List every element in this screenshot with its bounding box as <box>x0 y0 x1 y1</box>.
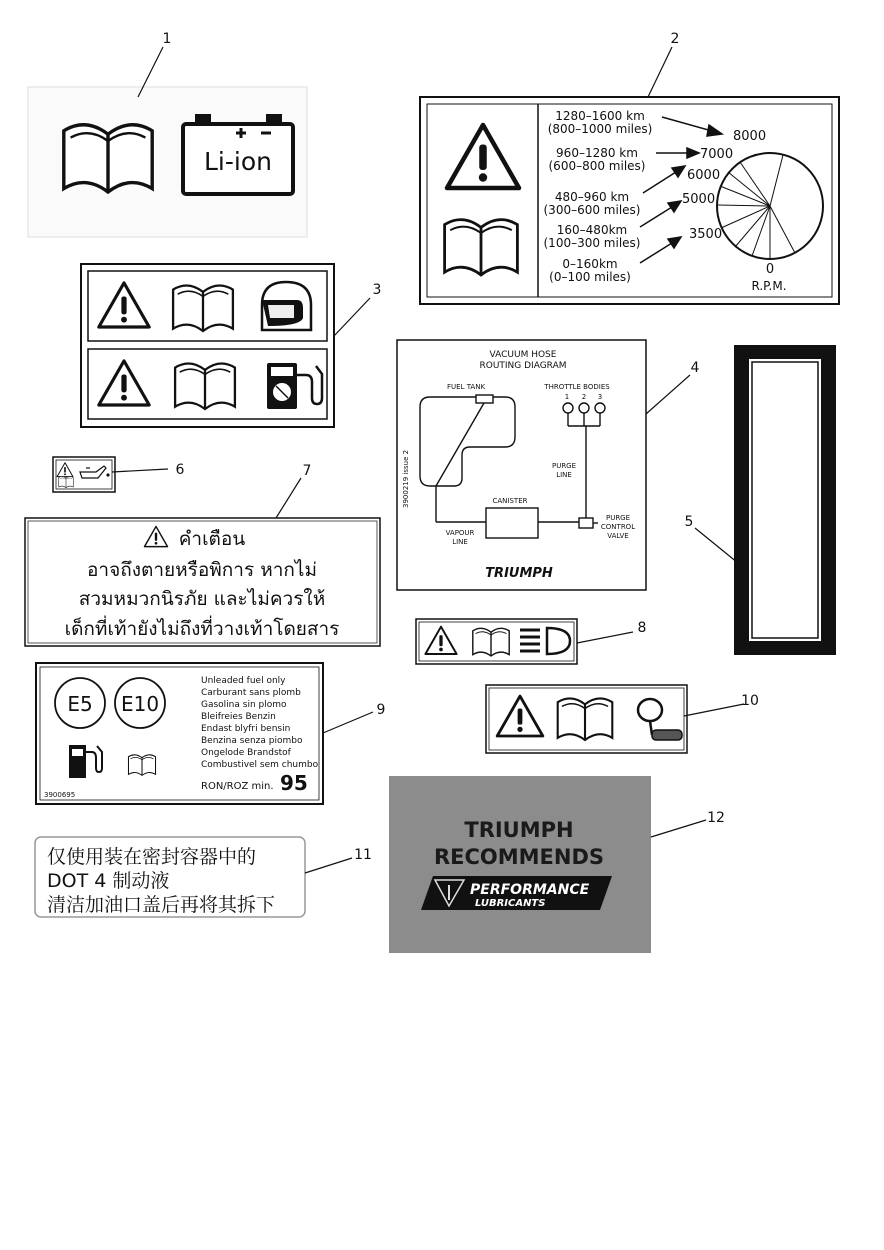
callout-number: 9 <box>376 702 386 718</box>
label-4-vacuum-hose-diagram <box>397 340 646 590</box>
battery-text: Li-ion <box>204 147 272 176</box>
purge-valve-label: VALVE <box>607 532 629 540</box>
callout-number: 7 <box>302 463 312 479</box>
e5-badge: E5 <box>67 692 93 716</box>
rpm-value: 8000 <box>733 129 767 144</box>
canister-label: CANISTER <box>492 497 528 505</box>
range-miles: (600–800 miles) <box>548 159 646 173</box>
fuel-line: Gasolina sin plomo <box>201 700 287 710</box>
ron-label: RON/ROZ min. <box>201 781 274 792</box>
fuel-tank-label: FUEL TANK <box>447 383 486 391</box>
label-2-running-in <box>420 97 839 304</box>
callout-number: 2 <box>670 31 680 47</box>
label-8-headlight <box>416 619 577 664</box>
diagram-title: VACUUM HOSE <box>489 350 557 360</box>
label-11-brake-fluid-cn <box>35 837 305 917</box>
diagram-title: ROUTING DIAGRAM <box>479 361 567 371</box>
callout-number: 8 <box>637 620 647 636</box>
range-miles: (800–1000 miles) <box>547 122 653 136</box>
label-5-frame <box>734 345 836 655</box>
e10-badge: E10 <box>120 692 160 716</box>
fuel-line: Carburant sans plomb <box>201 688 301 698</box>
manual-book-icon <box>445 220 518 275</box>
manual-book-icon <box>473 628 509 656</box>
label-12-triumph-recommends <box>389 776 651 953</box>
helmet-icon <box>262 282 311 330</box>
manual-book-icon <box>173 286 233 331</box>
range-km: 960–1280 km <box>556 146 638 160</box>
fuel-line: Ongelode Brandstof <box>201 748 291 758</box>
range-miles: (300–600 miles) <box>543 203 641 217</box>
purge-valve-label: CONTROL <box>600 523 636 531</box>
range-km: 160–480km <box>556 223 628 237</box>
label-3-helmet-fuel <box>81 264 334 427</box>
battery-icon <box>183 114 293 194</box>
range-miles: (0–100 miles) <box>549 270 631 284</box>
callout-number: 12 <box>707 810 725 826</box>
rpm-value: 6000 <box>687 168 721 183</box>
manual-book-icon <box>59 477 74 488</box>
callout-number: 1 <box>162 31 172 47</box>
label-10-grip-warning <box>486 685 687 753</box>
label-6-small-oil <box>53 457 115 492</box>
label-7-thai-warning <box>25 518 380 646</box>
callout-number: 5 <box>684 514 694 530</box>
octane-value: 95 <box>280 771 308 795</box>
range-miles: (100–300 miles) <box>543 236 641 250</box>
fuel-line: Endast blyfri bensin <box>201 724 291 734</box>
lubricants-text: LUBRICANTS <box>475 898 546 909</box>
rpm-value: 3500 <box>689 227 723 242</box>
purge-valve-label: PURGE <box>605 514 631 522</box>
recommends-brand: TRIUMPH <box>464 818 574 842</box>
purge-line-label: PURGE <box>551 462 577 470</box>
fuel-line: Unleaded fuel only <box>201 676 286 686</box>
part-number: 3900219 issue 2 <box>402 449 410 508</box>
callout-number: 11 <box>354 847 372 863</box>
range-km: 480–960 km <box>554 190 630 204</box>
label-1-battery-manual <box>28 87 307 237</box>
tb-number: 3 <box>597 393 603 401</box>
label-9-fuel-type <box>36 663 323 804</box>
performance-text: PERFORMANCE <box>470 882 590 898</box>
manual-book-icon <box>64 125 152 192</box>
fuel-line: Combustivel sem chumbo <box>201 760 319 770</box>
vapour-line-label: VAPOUR <box>445 529 475 537</box>
thai-warning-title: คำเตือน <box>178 528 246 550</box>
rpm-value: 5000 <box>682 192 716 207</box>
rpm-zero: 0 <box>765 262 775 277</box>
callout-number: 4 <box>690 360 700 376</box>
callout-number: 6 <box>175 462 185 478</box>
chinese-text: 仅使用装在密封容器中的 <box>47 846 257 868</box>
rpm-value: 7000 <box>700 147 734 162</box>
brand-logo: TRIUMPH <box>485 566 553 581</box>
purge-line-label: LINE <box>556 471 572 479</box>
tb-number: 1 <box>564 393 570 401</box>
part-number: 3900695 <box>44 791 76 799</box>
throttle-bodies-label: THROTTLE BODIES <box>544 383 610 391</box>
callout-number: 3 <box>372 282 382 298</box>
fuel-line: Benzina senza piombo <box>201 736 303 746</box>
rpm-unit: R.P.M. <box>751 279 787 293</box>
fuel-line: Bleifreies Benzin <box>201 712 276 722</box>
chinese-text: 清洁加油口盖后再将其拆下 <box>47 894 276 916</box>
recommends-text: RECOMMENDS <box>433 845 605 869</box>
manual-book-icon <box>175 364 235 409</box>
chinese-text: DOT 4 制动液 <box>47 870 170 892</box>
range-km: 0–160km <box>562 257 618 271</box>
tb-number: 2 <box>581 393 587 401</box>
vapour-line-label: LINE <box>452 538 468 546</box>
callout-number: 10 <box>741 693 759 709</box>
manual-book-icon <box>128 755 155 776</box>
range-km: 1280–1600 km <box>555 109 645 123</box>
thai-warning-text: เด็กที่เท้ายังไม่ถึงที่วางเท้าโดยสาร <box>64 618 340 640</box>
thai-warning-text: อาจถึงตายหรือพิการ หากไม่ <box>87 559 317 581</box>
manual-book-icon <box>558 698 613 740</box>
thai-warning-text: สวมหมวกนิรภัย และไม่ควรให้ <box>78 588 326 610</box>
